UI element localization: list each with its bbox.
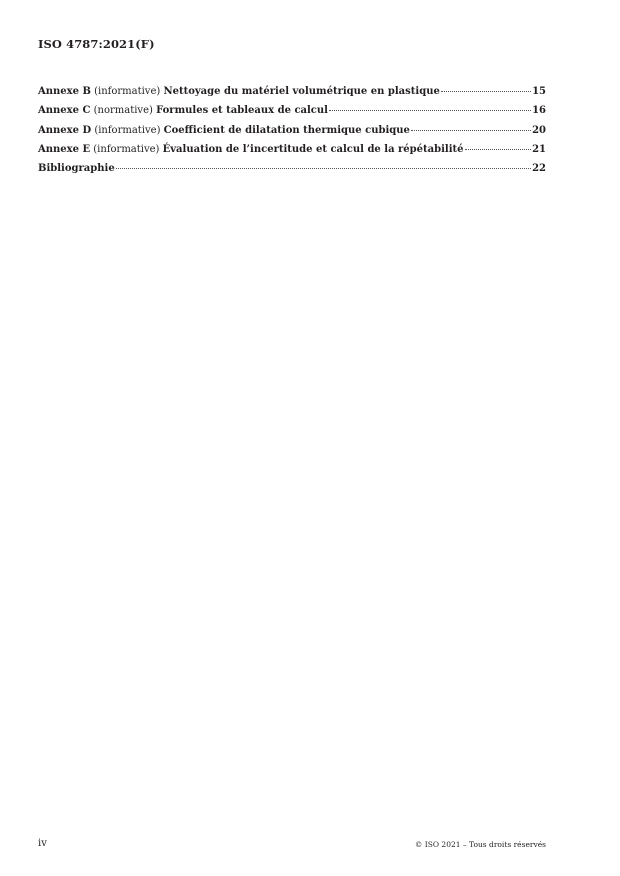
dot-leader: [411, 130, 531, 131]
table-of-contents: [38, 86, 546, 182]
copyright-notice: © ISO 2021 – Tous droits réservés: [414, 840, 546, 849]
dot-leader: [116, 168, 531, 169]
page-number: iv: [38, 838, 47, 849]
toc-entry-annexe-c[interactable]: [38, 105, 546, 124]
toc-entry-label: Annexe B: [38, 86, 91, 97]
toc-entry-annexe-d[interactable]: [38, 125, 546, 144]
dot-leader: [441, 91, 531, 92]
toc-entry-title: Nettoyage du matériel volumétrique en plastique: [163, 86, 440, 97]
toc-entry-text: [38, 163, 115, 174]
dot-leader: [465, 149, 532, 150]
toc-entry-label: Annexe D: [38, 124, 92, 136]
toc-entry-text: [38, 86, 440, 97]
toc-entry-page: 20: [532, 124, 546, 136]
toc-entry-title: Formules et tableaux de calcul: [156, 105, 328, 117]
toc-entry-page: 16: [532, 105, 546, 117]
toc-entry-type: (informative): [91, 124, 164, 136]
toc-entry-text: [38, 144, 464, 155]
toc-entry-title: Évaluation de l’incertitude et calcul de la répétabilité: [162, 143, 464, 155]
toc-entry-bibliographie[interactable]: [38, 163, 546, 182]
toc-entry-page: 22: [532, 163, 546, 175]
document-header: ISO 4787:2021(F): [38, 37, 155, 51]
toc-entry-label: Bibliographie: [38, 163, 115, 175]
toc-entry-text: [38, 125, 410, 136]
toc-entry-title: Coefficient de dilatation thermique cubique: [163, 124, 410, 136]
toc-entry-type: (informative): [90, 86, 164, 97]
toc-entry-label: Annexe E: [38, 143, 91, 155]
dot-leader: [329, 110, 531, 111]
toc-entry-annexe-e[interactable]: [38, 144, 546, 163]
toc-entry-text: [38, 105, 328, 116]
toc-entry-type: (normative): [90, 105, 157, 117]
toc-entry-label: Annexe C: [38, 105, 91, 117]
toc-entry-annexe-b[interactable]: [38, 86, 546, 105]
toc-entry-type: (informative): [90, 143, 163, 155]
toc-entry-page: 21: [532, 143, 546, 155]
toc-entry-page: 15: [532, 86, 546, 97]
